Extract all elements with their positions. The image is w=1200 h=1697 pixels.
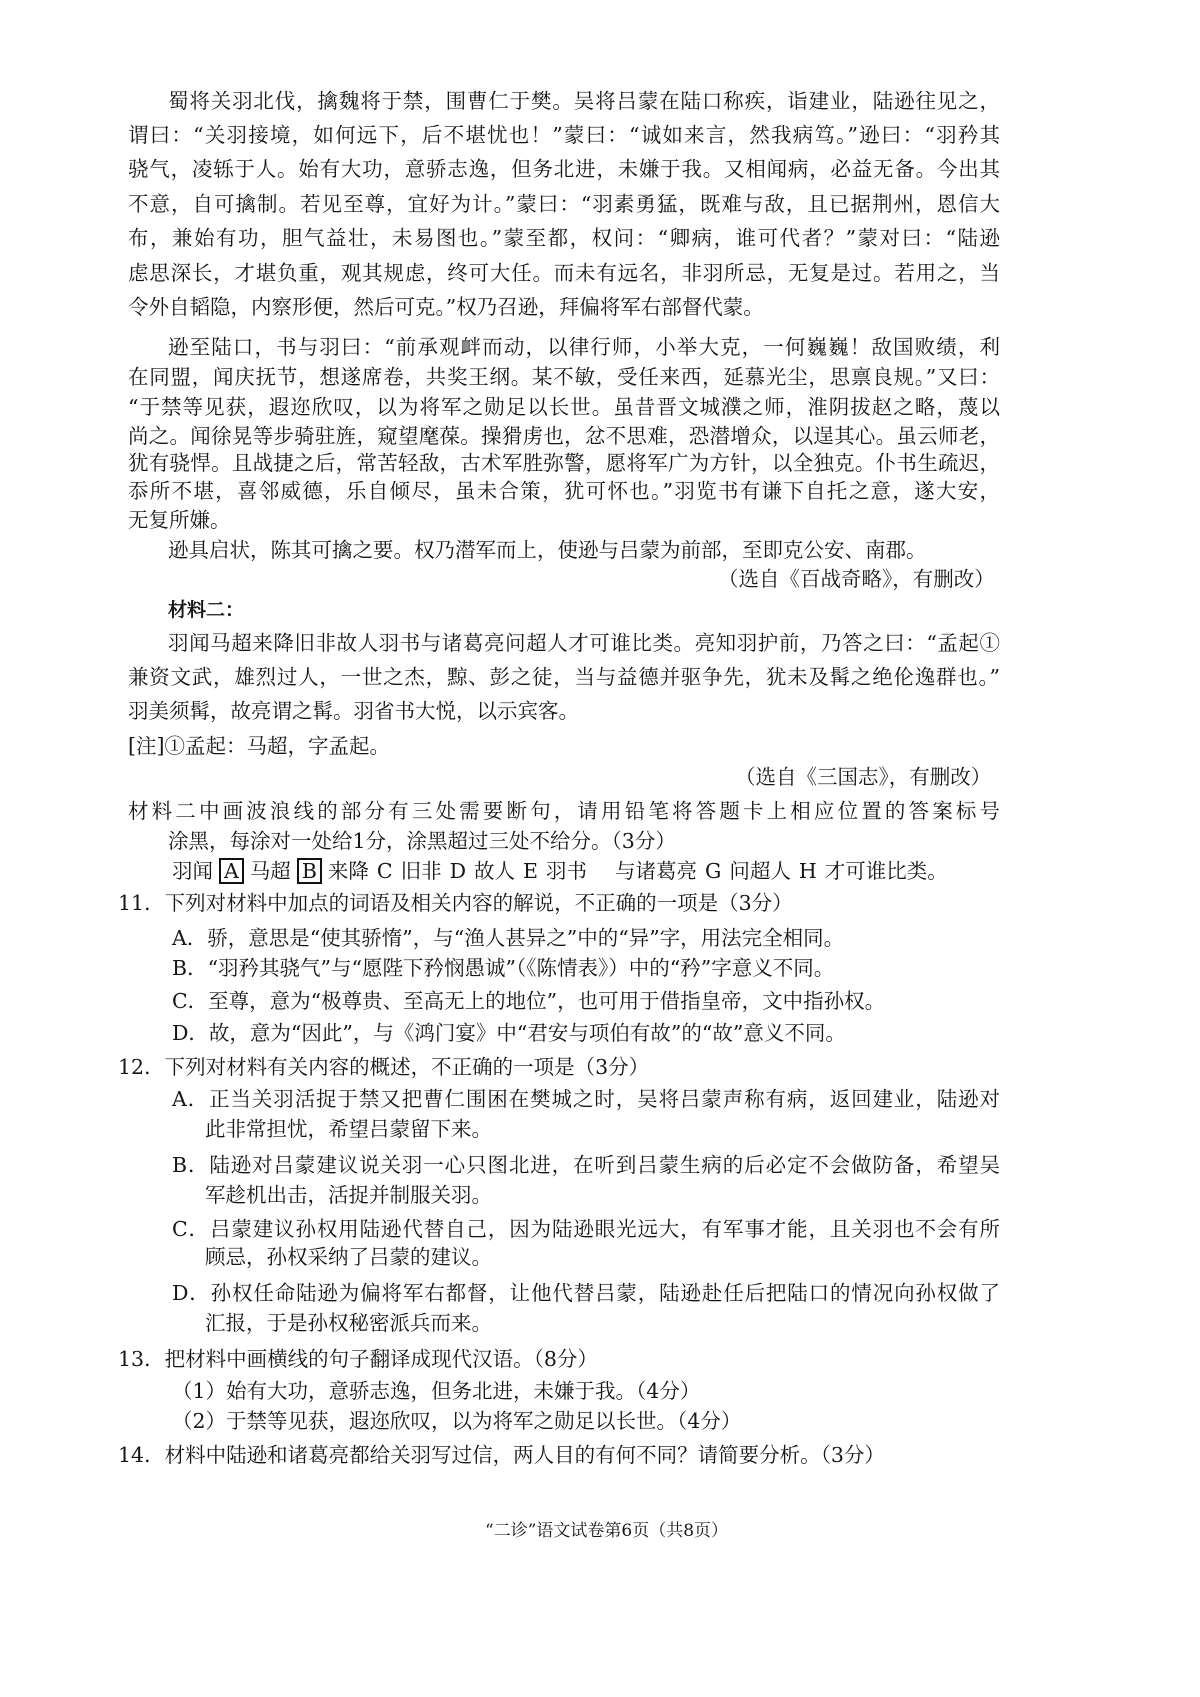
- annotation-note: [注]①孟起：马超，字孟起。: [128, 734, 390, 758]
- material1-line: 虑思深长，才堪负重，观其规虑，终可大任。而未有远名，非羽所忌，无复是过。若用之，当: [128, 261, 1000, 285]
- material1-line: 谓曰：“关羽接境，如何远下，后不堪忧也！”蒙曰：“诚如来言，然我病笃。”逊曰：“羽矜其: [128, 123, 1000, 147]
- q13-stem: 13．把材料中画横线的句子翻译成现代汉语。（8分）: [118, 1347, 598, 1371]
- material2-heading: 材料二：: [168, 599, 245, 621]
- material1-line: 逊具启状，陈其可擒之要。权乃潜军而上，使逊与吕蒙为前部，至即克公安、南郡。: [168, 538, 927, 562]
- q11-option: B．“羽矜其骁气”与“愿陛下矜悯愚诚”（《陈情表》）中的“矜”字意义不同。: [172, 956, 835, 980]
- material1-line: 令外自韬隐，内察形便，然后可克。”权乃召逊，拜偏将军右部督代蒙。: [128, 295, 764, 319]
- material1-line: 布，兼始有功，胆气益壮，未易图也。”蒙至都，权问：“卿病，谁可代者？”蒙对曰：“陆逊: [128, 226, 1000, 250]
- q10-segment: 问超人: [729, 859, 791, 883]
- q10-text: 材料二中画波浪线的部分有三处需要断句，请用铅笔将答题卡上相应位置的答案标号: [128, 799, 1000, 823]
- q12-option-cont: 军趁机出击，活捉并制服关羽。: [205, 1183, 492, 1207]
- material1-line: 犹有骁悍。且战捷之后，常苦轻敌，古术军胜弥警，愿将军广为方针，以全独克。仆书生疏迟，: [128, 451, 1000, 475]
- q10-break-mark[interactable]: H: [798, 859, 817, 883]
- q12-option: D．孙权任命陆逊为偏将军右都督，让他代替吕蒙，陆逊赴任后把陆口的情况向孙权做了: [172, 1281, 1000, 1305]
- q10-segment: 与诸葛亮: [614, 859, 697, 883]
- material1-line: 尚之。闻徐晃等步骑驻旌，窥望麾葆。操猾虏也，忿不思难，恐潜增众，以逞其心。虽云师老，: [128, 424, 1000, 448]
- material1-line: 蜀将关羽北伐，擒魏将于禁，围曹仁于樊。吴将吕蒙在陆口称疾，诣建业，陆逊往见之，: [168, 89, 1000, 113]
- material1-line: 无复所嫌。: [128, 508, 231, 532]
- q12-option-cont: 顾忌，孙权采纳了吕蒙的建议。: [205, 1245, 492, 1269]
- q11-option: C．至尊，意为“极尊贵、至高无上的地位”，也可用于借指皇帝，文中指孙权。: [172, 989, 886, 1013]
- material2-line: 羽闻马超来降旧非故人羽书与诸葛亮问超人才可谁比类。亮知羽护前，乃答之曰：“孟起①: [168, 631, 1000, 655]
- q10-segment: 羽书: [545, 859, 587, 883]
- q10-break-mark[interactable]: B: [297, 858, 322, 884]
- q10-segment: 羽闻: [172, 859, 213, 883]
- q11-option: A．骄，意思是“使其骄惰”，与“渔人甚异之”中的“异”字，用法完全相同。: [172, 926, 845, 950]
- q10-break-mark[interactable]: D: [449, 859, 467, 883]
- q10-break-mark[interactable]: G: [704, 859, 722, 883]
- q12-option: B．陆逊对吕蒙建议说关羽一心只图北进，在听到吕蒙生病的后必定不会做防备，希望吴: [172, 1153, 1000, 1177]
- q10-segment: 马超: [249, 859, 291, 883]
- material1-line: “于禁等见获，遐迩欣叹，以为将军之勋足以长世。虽昔晋文城濮之师，淮阴拔赵之略，蔑以: [128, 395, 1000, 419]
- q12-option: A．正当关羽活捉于禁又把曹仁围困在樊城之时，吴将吕蒙声称有病，返回建业，陆逊对: [172, 1087, 1000, 1111]
- q11-stem: 11．下列对材料中加点的词语及相关内容的解说，不正确的一项是（3分）: [118, 891, 793, 915]
- q10-text: 涂黑，每涂对一处给1分，涂黑超过三处不给分。（3分）: [168, 829, 676, 853]
- q10-break-mark[interactable]: A: [219, 858, 244, 884]
- material2-line: 羽美须髯，故亮谓之髯。羽省书大悦，以示宾客。: [128, 699, 579, 723]
- q10-break-mark[interactable]: C: [376, 859, 393, 883]
- source-citation: （选自《三国志》，有删改）: [735, 765, 992, 789]
- q10-break-mark[interactable]: E: [523, 859, 538, 883]
- page-footer: “二诊”语文试卷第6页（共8页）: [485, 1521, 729, 1541]
- source-citation: （选自《百战奇略》，有删改）: [718, 567, 995, 591]
- q10-segment: 旧非: [400, 859, 442, 883]
- material1-line: 不意，自可擒制。若见至尊，宜好为计。”蒙曰：“羽素勇猛，既难与敌，且已据荆州，恩信大: [128, 192, 1000, 216]
- q10-segment: 才可谁比类。: [824, 859, 948, 883]
- q11-option: D．故，意为“因此”，与《鸿门宴》中“君安与项伯有故”的“故”意义不同。: [172, 1021, 846, 1045]
- material2-line: 兼资文武，雄烈过人，一世之杰，黥、彭之徒，当与益德并驱争先，犹未及髯之绝伦逸群也。”: [128, 665, 1000, 689]
- q12-option-cont: 此非常担忧，希望吕蒙留下来。: [205, 1117, 492, 1141]
- material1-line: 骁气，凌轹于人。始有大功，意骄志逸，但务北进，未嫌于我。又相闻病，必益无备。今出其: [128, 157, 1000, 181]
- q14-stem: 14．材料中陆逊和诸葛亮都给关羽写过信，两人目的有何不同？请简要分析。（3分）: [118, 1443, 885, 1467]
- q10-segment: 故人: [474, 859, 516, 883]
- q10-segment: 来降: [327, 859, 369, 883]
- q12-option: C．吕蒙建议孙权用陆逊代替自己，因为陆逊眼光远大，有军事才能，且关羽也不会有所: [172, 1217, 1000, 1241]
- q13-item: （1）始有大功，意骄志逸，但务北进，未嫌于我。（4分）: [172, 1379, 701, 1403]
- material1-line: 忝所不堪，喜邻威德，乐自倾尽，虽未合策，犹可怀也。”羽览书有谦下自托之意，遂大安，: [128, 479, 1000, 503]
- q12-option-cont: 汇报，于是孙权秘密派兵而来。: [205, 1311, 492, 1335]
- q12-stem: 12．下列对材料有关内容的概述，不正确的一项是（3分）: [118, 1055, 650, 1079]
- material1-line: 在同盟，闻庆抚节，想遂席卷，共奖王纲。某不敏，受任来西，延慕光尘，思禀良规。”又曰：: [128, 365, 1000, 389]
- q10-break-options: [172, 858, 948, 884]
- material1-line: 逊至陆口，书与羽曰：“前承观衅而动，以律行师，小举大克，一何巍巍！敌国败绩，利: [168, 335, 1000, 359]
- q13-item: （2）于禁等见获，遐迩欣叹，以为将军之勋足以长世。（4分）: [172, 1409, 742, 1433]
